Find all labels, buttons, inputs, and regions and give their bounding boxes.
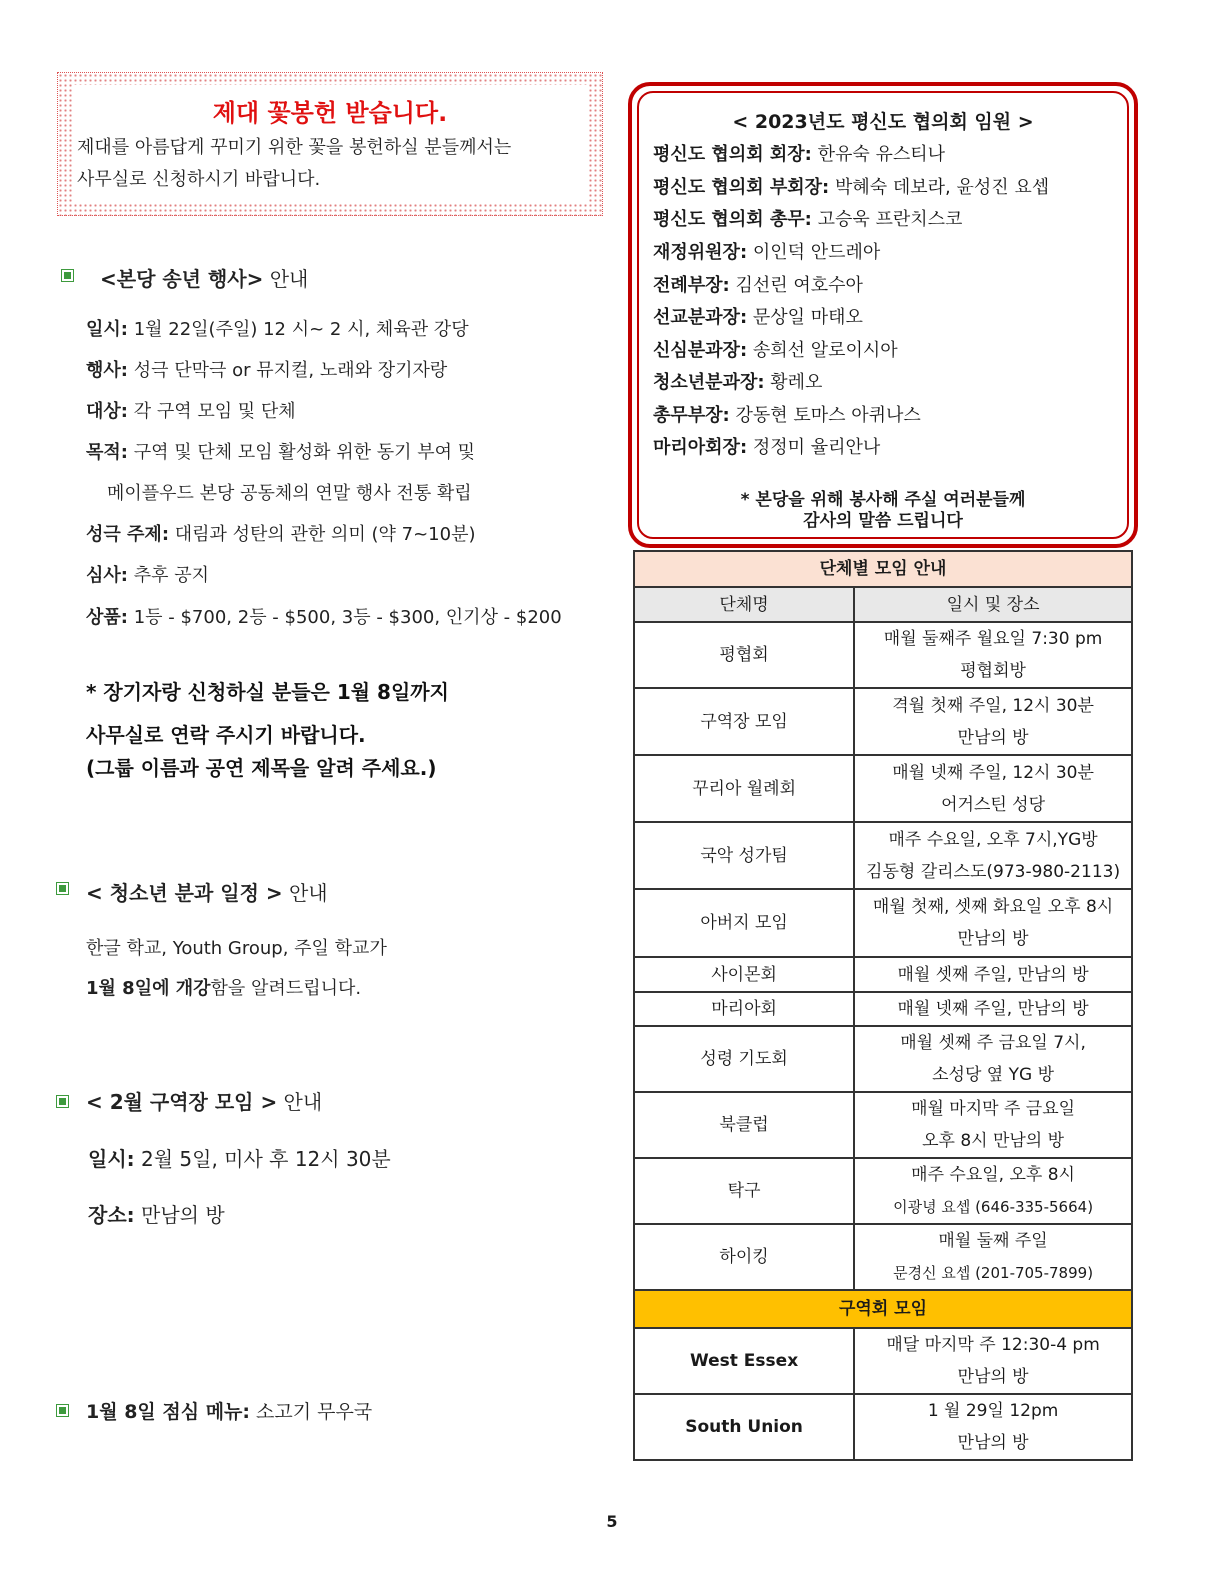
group-time-line1: 매월 둘째 주일 bbox=[938, 1231, 1048, 1251]
feb-title bbox=[86, 1086, 322, 1115]
district-name: South Union bbox=[634, 1394, 854, 1460]
page-number: 5 bbox=[606, 1512, 618, 1531]
group-name: 평협회 bbox=[634, 622, 854, 688]
yearend-notice-line: * 장기자랑 신청하실 분들은 1월 8일까지 bbox=[86, 680, 449, 704]
youth-title bbox=[86, 877, 328, 906]
row-text: 각 구역 모임 및 단체 bbox=[127, 401, 296, 422]
row-text: 1월 22일(주일) 12 시~ 2 시, 체육관 강당 bbox=[127, 319, 469, 340]
row-label: 일시: bbox=[86, 319, 128, 340]
officer-row bbox=[653, 433, 880, 459]
group-time-line1: 매월 둘째주 월요일 7:30 pm bbox=[883, 629, 1103, 649]
row-text: 추후 공지 bbox=[127, 565, 209, 586]
group-time-line2: 만남의 방 bbox=[957, 727, 1029, 748]
officer-role: 청소년분과장: bbox=[653, 372, 765, 393]
row-label: 목적: bbox=[86, 442, 128, 463]
group-time-line2: 이광녕 요셉 (646-335-5664) bbox=[893, 1198, 1094, 1216]
group-time-line2: 오후 8시 만남의 방 bbox=[922, 1131, 1065, 1151]
officer-name: 이인덕 안드레아 bbox=[747, 242, 881, 263]
officer-role: 선교분과장: bbox=[653, 307, 748, 328]
officers-thanks-line2: 감사의 말씀 드립니다 bbox=[803, 511, 963, 531]
row-text: 메이플우드 본당 공동체의 연말 행사 전통 확립 bbox=[107, 483, 472, 504]
officer-role: 총무부장: bbox=[653, 405, 730, 426]
table-row bbox=[634, 688, 1132, 755]
flower-offering-inner bbox=[73, 85, 587, 203]
group-time bbox=[854, 1158, 1132, 1224]
group-name: 구역장 모임 bbox=[634, 688, 854, 755]
bullet-square-icon bbox=[56, 1095, 69, 1108]
table-row bbox=[634, 822, 1132, 889]
table-header-row bbox=[634, 551, 1132, 587]
row-text: 구역 및 단체 모임 활성화 위한 동기 부여 및 bbox=[127, 442, 476, 463]
district-name: West Essex bbox=[634, 1328, 854, 1394]
yearend-title bbox=[100, 263, 308, 292]
bullet-square-icon bbox=[56, 1404, 69, 1417]
row-label: 성극 주제: bbox=[86, 524, 170, 545]
youth-title-rest: 안내 bbox=[282, 881, 328, 905]
feb-date-label: 일시: bbox=[88, 1147, 135, 1171]
feb-date-text: 2월 5일, 미사 후 12시 30분 bbox=[134, 1147, 391, 1171]
group-time-line1: 매주 수요일, 오후 8시 bbox=[911, 1165, 1075, 1185]
row-label: 상품: bbox=[86, 607, 128, 628]
yearend-row bbox=[86, 520, 476, 546]
flower-offering-box bbox=[57, 72, 603, 216]
group-time-line1: 매주 수요일, 오후 7시,YG방 bbox=[888, 829, 1098, 850]
youth-line1: 한글 학교, Youth Group, 주일 학교가 bbox=[86, 938, 387, 959]
district-time-line2: 만남의 방 bbox=[957, 1433, 1029, 1453]
officer-row bbox=[653, 238, 880, 264]
officer-row bbox=[653, 205, 962, 231]
group-time bbox=[854, 1026, 1132, 1092]
officer-name: 정정미 율리안나 bbox=[747, 437, 881, 458]
district-header-row bbox=[634, 1290, 1132, 1328]
officers-box bbox=[628, 82, 1138, 548]
group-time-line1: 격월 첫째 주일, 12시 30분 bbox=[892, 695, 1094, 716]
officer-name: 한유숙 유스티나 bbox=[811, 144, 946, 165]
yearend-row bbox=[86, 438, 475, 464]
feb-place bbox=[88, 1199, 225, 1228]
officer-name: 문상일 마태오 bbox=[747, 307, 863, 328]
row-text: 성극 단막극 or 뮤지컬, 노래와 장기자랑 bbox=[127, 360, 448, 381]
table-row bbox=[634, 622, 1132, 688]
yearend-row bbox=[86, 397, 296, 423]
officer-name: 강동현 토마스 아퀴나스 bbox=[729, 405, 921, 426]
yearend-row bbox=[86, 603, 562, 629]
officer-role: 재정위원장: bbox=[653, 242, 748, 263]
officer-row bbox=[653, 303, 863, 329]
group-name: 사이몬회 bbox=[634, 957, 854, 992]
table-row bbox=[634, 1158, 1132, 1224]
group-name: 성령 기도회 bbox=[634, 1026, 854, 1092]
youth-title-bold: < 청소년 분과 일정 > bbox=[86, 881, 283, 905]
district-time-line1: 매달 마지막 주 12:30-4 pm bbox=[886, 1335, 1100, 1355]
group-time bbox=[854, 688, 1132, 755]
officer-name: 송희선 알로이시아 bbox=[747, 340, 898, 361]
officer-name: 고승욱 프란치스코 bbox=[811, 209, 963, 230]
table-row bbox=[634, 1394, 1132, 1460]
group-name: 아버지 모임 bbox=[634, 889, 854, 957]
youth-line2 bbox=[86, 974, 361, 1000]
group-schedule-table bbox=[633, 550, 1133, 1461]
group-name: 하이킹 bbox=[634, 1224, 854, 1290]
lunch-menu bbox=[86, 1397, 372, 1424]
group-time-line1: 매월 첫째, 셋째 화요일 오후 8시 bbox=[872, 897, 1114, 917]
officer-name: 박혜숙 데보라, 윤성진 요셉 bbox=[829, 177, 1050, 198]
yearend-row bbox=[86, 561, 209, 587]
district-time-line1: 1 월 29일 12pm bbox=[927, 1401, 1059, 1421]
group-time-line2: 소성당 옆 YG 방 bbox=[932, 1065, 1055, 1085]
district-time bbox=[854, 1328, 1132, 1394]
row-label: 심사: bbox=[86, 565, 128, 586]
column-header-when: 일시 및 장소 bbox=[854, 587, 1132, 622]
group-name: 탁구 bbox=[634, 1158, 854, 1224]
group-time: 매월 넷째 주일, 만남의 방 bbox=[854, 992, 1132, 1026]
group-time bbox=[854, 622, 1132, 688]
yearend-row bbox=[107, 479, 472, 505]
table-row bbox=[634, 889, 1132, 957]
feb-date bbox=[88, 1143, 391, 1172]
group-time bbox=[854, 1224, 1132, 1290]
youth-line2-rest: 함을 알려드립니다. bbox=[210, 978, 362, 999]
group-name: 꾸리아 월례회 bbox=[634, 755, 854, 822]
table-title: 단체별 모임 안내 bbox=[634, 551, 1132, 587]
officers-box-inner bbox=[637, 91, 1129, 539]
column-header-name: 단체명 bbox=[634, 587, 854, 622]
yearend-notice-line: (그룹 이름과 공연 제목을 알려 주세요.) bbox=[86, 756, 437, 780]
row-label: 대상: bbox=[86, 401, 128, 422]
officer-role: 마리아회장: bbox=[653, 437, 748, 458]
table-row bbox=[634, 1224, 1132, 1290]
group-time-line2: 평협회방 bbox=[960, 661, 1026, 681]
row-text: 대림과 성탄의 관한 의미 (약 7~10분) bbox=[169, 524, 476, 545]
feb-title-bold: < 2월 구역장 모임 > bbox=[86, 1090, 278, 1114]
district-time-line2: 만남의 방 bbox=[957, 1367, 1029, 1387]
group-time-line1: 매월 마지막 주 금요일 bbox=[911, 1099, 1076, 1119]
table-row bbox=[634, 957, 1132, 992]
bullet-square-icon bbox=[61, 269, 74, 282]
officer-role: 평신도 협의회 부회장: bbox=[653, 177, 830, 198]
officers-thanks-line1: * 본당을 위해 봉사해 주실 여러분들께 bbox=[740, 490, 1026, 510]
flower-offering-line1: 제대를 아름답게 꾸미기 위한 꽃을 봉헌하실 분들께서는 bbox=[77, 137, 512, 158]
lunch-label: 1월 8일 점심 메뉴: bbox=[86, 1401, 251, 1423]
group-time bbox=[854, 822, 1132, 889]
flower-offering-title: 제대 꽃봉헌 받습니다. bbox=[212, 99, 448, 127]
yearend-title-bold: <본당 송년 행사> bbox=[100, 267, 264, 291]
officer-name: 김선린 여호수아 bbox=[729, 275, 863, 296]
officer-row bbox=[653, 336, 898, 362]
yearend-row bbox=[86, 356, 447, 382]
group-time bbox=[854, 1092, 1132, 1158]
group-name: 마리아회 bbox=[634, 992, 854, 1026]
district-header: 구역회 모임 bbox=[634, 1290, 1132, 1328]
group-time-line1: 매월 셋째 주 금요일 7시, bbox=[900, 1033, 1086, 1053]
yearend-row bbox=[86, 315, 469, 341]
officer-row bbox=[653, 401, 921, 427]
group-time-line2: 문경신 요셉 (201-705-7899) bbox=[893, 1264, 1094, 1282]
officer-role: 신심분과장: bbox=[653, 340, 748, 361]
officer-role: 전례부장: bbox=[653, 275, 730, 296]
table-row bbox=[634, 992, 1132, 1026]
row-label: 행사: bbox=[86, 360, 128, 381]
row-text: 1등 - $700, 2등 - $500, 3등 - $300, 인기상 - $200 bbox=[127, 607, 562, 628]
table-row bbox=[634, 755, 1132, 822]
officer-row bbox=[653, 368, 822, 394]
group-time-line2: 어거스틴 성당 bbox=[941, 794, 1046, 815]
group-time-line2: 김동형 갈리스도(973-980-2113) bbox=[866, 861, 1121, 882]
lunch-text: 소고기 무우국 bbox=[250, 1401, 373, 1423]
district-time bbox=[854, 1394, 1132, 1460]
feb-title-rest: 안내 bbox=[277, 1090, 323, 1114]
group-name: 국악 성가팀 bbox=[634, 822, 854, 889]
officer-name: 황레오 bbox=[764, 372, 823, 393]
bullet-square-icon bbox=[56, 882, 69, 895]
group-time bbox=[854, 889, 1132, 957]
officer-row bbox=[653, 140, 945, 166]
yearend-notice-line: 사무실로 연락 주시기 바랍니다. bbox=[86, 723, 366, 747]
yearend-title-rest: 안내 bbox=[263, 267, 309, 291]
youth-line2-bold: 1월 8일에 개강 bbox=[86, 978, 211, 999]
officer-role: 평신도 협의회 회장: bbox=[653, 144, 812, 165]
table-row bbox=[634, 1092, 1132, 1158]
officer-row bbox=[653, 173, 1049, 199]
feb-place-text: 만남의 방 bbox=[134, 1203, 225, 1227]
officers-title: < 2023년도 평신도 협의회 임원 > bbox=[732, 111, 1034, 133]
table-row bbox=[634, 1328, 1132, 1394]
group-time: 매월 셋째 주일, 만남의 방 bbox=[854, 957, 1132, 992]
flower-offering-line2: 사무실로 신청하시기 바랍니다. bbox=[77, 169, 321, 190]
group-name: 북클럽 bbox=[634, 1092, 854, 1158]
table-column-header-row bbox=[634, 587, 1132, 622]
officer-role: 평신도 협의회 총무: bbox=[653, 209, 812, 230]
table-row bbox=[634, 1026, 1132, 1092]
feb-place-label: 장소: bbox=[88, 1203, 135, 1227]
group-time bbox=[854, 755, 1132, 822]
group-time-line2: 만남의 방 bbox=[957, 929, 1029, 949]
group-time-line1: 매월 넷째 주일, 12시 30분 bbox=[892, 762, 1094, 783]
officer-row bbox=[653, 271, 863, 297]
